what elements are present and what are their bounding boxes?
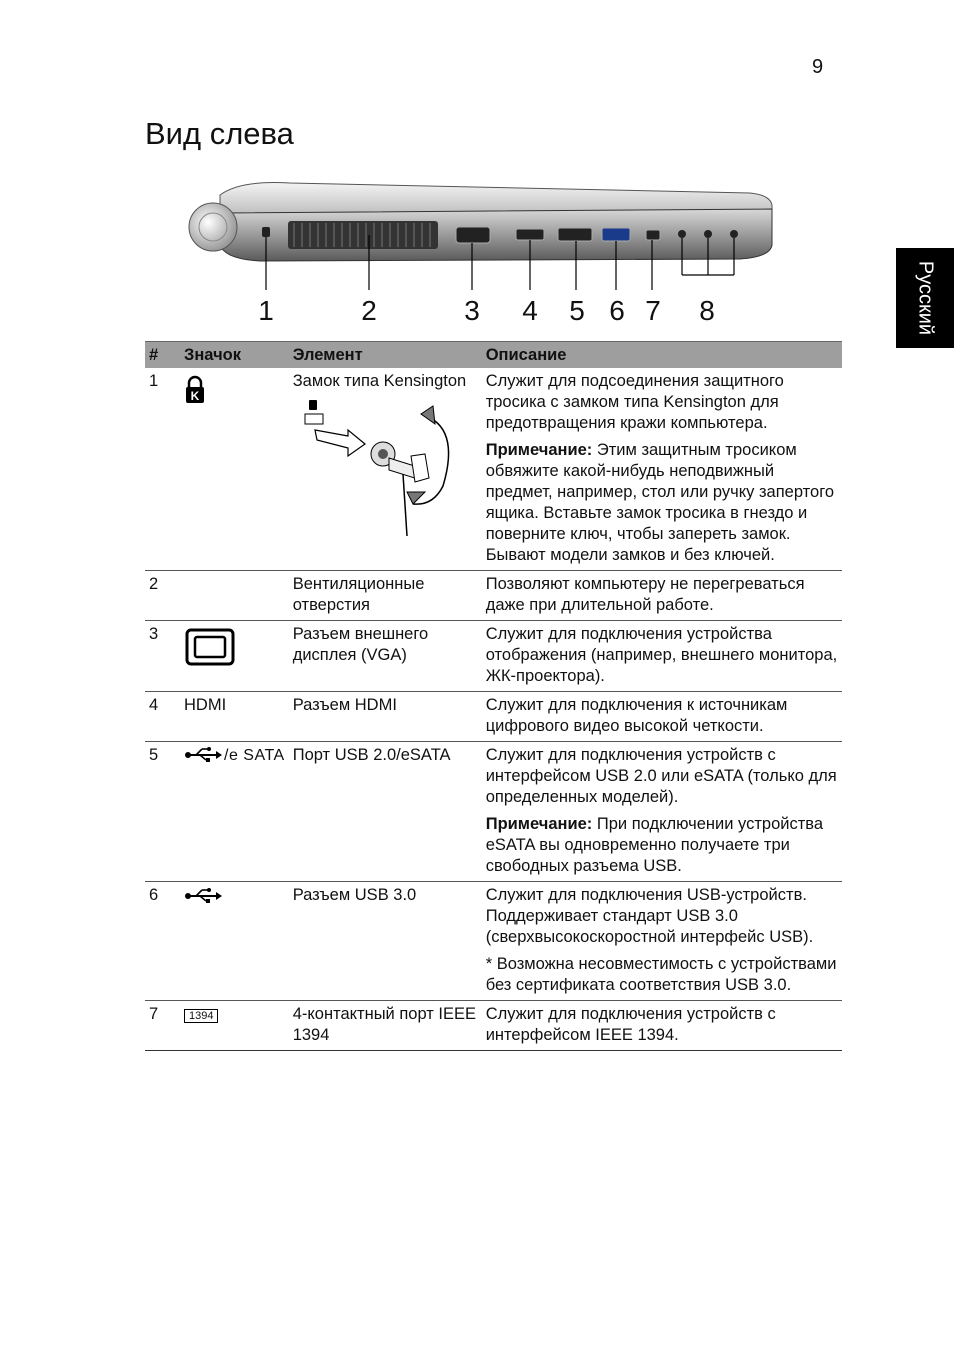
callout-6: 6: [609, 295, 625, 326]
description-note: [486, 440, 838, 566]
vga-display-icon: [184, 627, 236, 667]
table-header-row: [145, 342, 842, 369]
note-label: Примечание:: [485, 441, 593, 459]
table-row: [145, 742, 842, 882]
page-title: Вид слева: [145, 116, 294, 151]
description-paragraph: Служит для подключения устройства отображения (например, внешнего монитора, ЖК-проектора).: [485, 625, 838, 685]
callout-7: 7: [645, 295, 661, 326]
row-description: [482, 1001, 842, 1051]
element-name: Замок типа Kensington: [292, 372, 467, 390]
description-paragraph: Служит для подсоединения защитного тросика с замком типа Kensington для предотвращения кражи компьютера.: [485, 372, 784, 432]
row-description: [482, 692, 842, 742]
row-number: 5: [145, 742, 180, 882]
row-element: Разъем USB 3.0: [289, 882, 482, 1001]
row-element: [289, 368, 482, 571]
row-number: 4: [145, 692, 180, 742]
laptop-side-illustration: [180, 175, 790, 295]
kensington-lock-icon: [184, 375, 206, 405]
row-number: 7: [145, 1001, 180, 1051]
table-row: [145, 1001, 842, 1051]
row-number: 1: [145, 368, 180, 571]
kensington-lock-illustration: [293, 396, 463, 536]
row-icon-cell: [180, 621, 289, 692]
row-icon-cell: [180, 368, 289, 571]
row-element: Разъем HDMI: [289, 692, 482, 742]
callout-2: 2: [361, 295, 377, 326]
note-text: При подключении устройства eSATA вы одновременно получаете три свободных разъема USB.: [485, 815, 824, 875]
row-element: Разъем внешнего дисплея (VGA): [289, 621, 482, 692]
header-element: Элемент: [289, 342, 482, 369]
row-icon-cell: [180, 742, 289, 882]
table-row: [145, 882, 842, 1001]
callout-1: 1: [258, 295, 274, 326]
description-paragraph: Служит для подключения к источникам цифрового видео высокой четкости.: [485, 696, 788, 735]
header-number: #: [145, 342, 180, 369]
description-paragraph: Служит для подключения устройств с интерфейсом IEEE 1394.: [485, 1005, 776, 1044]
row-icon-cell: [180, 571, 289, 621]
row-description: [482, 368, 842, 571]
laptop-left-side-figure: [180, 175, 790, 335]
row-description: [482, 882, 842, 1001]
description-paragraph: Служит для подключения устройств с интерфейсом USB 2.0 или eSATA (только для определенных моделей).: [485, 746, 837, 806]
page-number: 9: [812, 56, 824, 78]
description-paragraph: Позволяют компьютеру не перегреваться даже при длительной работе.: [485, 575, 805, 614]
table-row: [145, 692, 842, 742]
row-description: [482, 742, 842, 882]
callout-3: 3: [464, 295, 480, 326]
description-paragraph: Служит для подключения USB-устройств. Поддерживает стандарт USB 3.0 (сверхвысокоскоростной интерфейс USB).: [485, 886, 814, 946]
usb-icon: [184, 887, 224, 903]
row-number: 2: [145, 571, 180, 621]
row-number: 6: [145, 882, 180, 1001]
note-label: Примечание:: [485, 815, 593, 833]
row-description: [482, 571, 842, 621]
svg-text:K: K: [190, 389, 200, 403]
callout-5: 5: [569, 295, 585, 326]
table-row: [145, 621, 842, 692]
row-icon-cell: [180, 882, 289, 1001]
row-description: [482, 621, 842, 692]
description-note: [486, 814, 838, 877]
callout-4: 4: [522, 295, 538, 326]
row-element: 4-контактный порт IEEE 1394: [289, 1001, 482, 1051]
row-icon-cell: [180, 1001, 289, 1051]
language-tab-label: Русский: [914, 260, 937, 336]
ieee1394-icon: 1394: [184, 1009, 218, 1023]
usb-esata-icon: [184, 746, 224, 762]
callout-8: 8: [699, 295, 715, 326]
table-row: [145, 571, 842, 621]
ports-table: [145, 341, 842, 1051]
row-number: 3: [145, 621, 180, 692]
header-icon: Значок: [180, 342, 289, 369]
note-text: Этим защитным тросиком обвяжите какой-нибудь неподвижный предмет, например, стол или ручку запертого ящика. Вставьте замок тросика в гнездо и поверните ключ, чтобы запереть замок. Бывают модели замков и без ключей.: [485, 441, 835, 564]
hdmi-label: HDMI: [180, 692, 289, 742]
row-element: Вентиляционные отверстия: [289, 571, 482, 621]
header-description: Описание: [482, 342, 842, 369]
table-row: [145, 368, 842, 571]
language-tab: [896, 248, 954, 348]
row-element: Порт USB 2.0/eSATA: [289, 742, 482, 882]
description-paragraph: * Возможна несовместимость с устройствами без сертификата соответствия USB 3.0.: [485, 955, 837, 994]
esata-label: /e SATA: [224, 747, 285, 764]
